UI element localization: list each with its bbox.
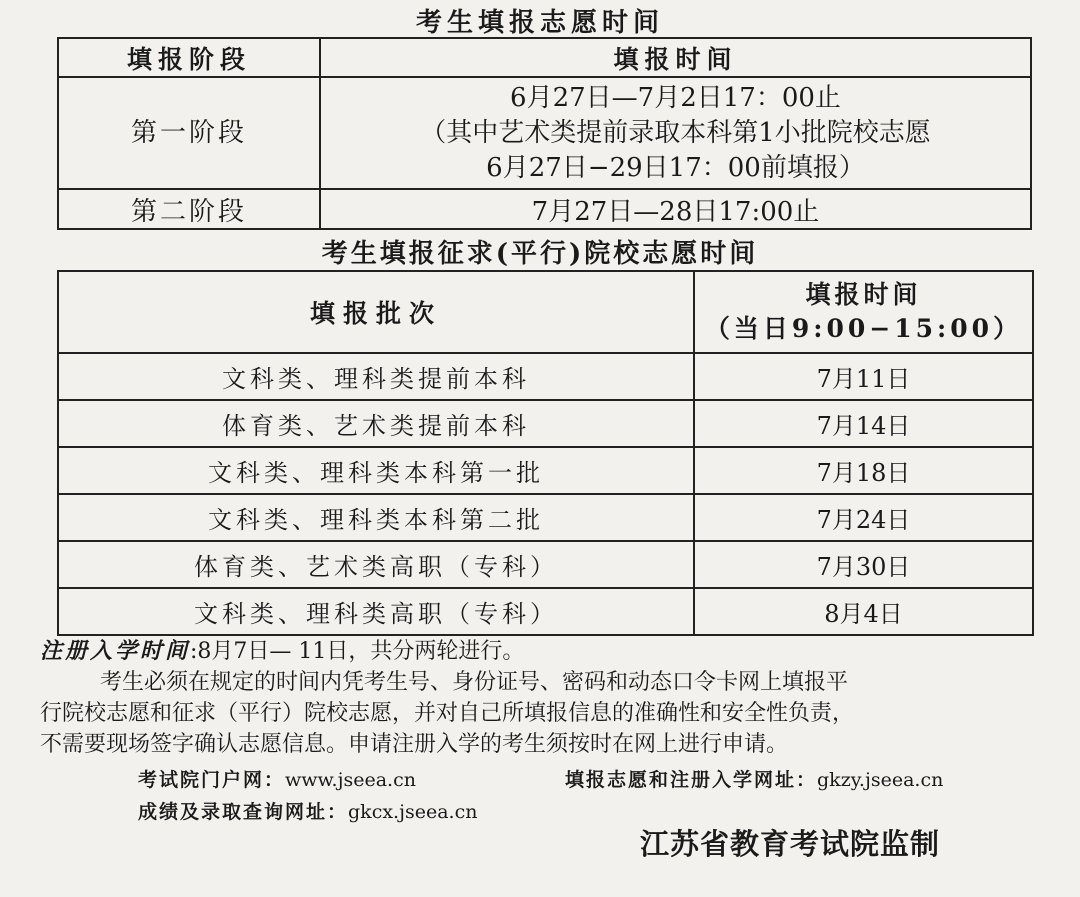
apply-label: 填报志愿和注册入学网址： [565,769,818,791]
portal-url[interactable]: www.jseea.cn [285,769,416,791]
table-header-row [58,38,1031,77]
table-header-row [58,271,1033,353]
batch-cell: 文科类、理科类本科第二批 [58,494,694,541]
header-time-sub: （当日9:00−15:00） [704,314,1023,343]
notice-line-2: 行院校志愿和征求（平行）院校志愿，并对自己所填报信息的准确性和安全性负责， [40,701,855,726]
table-row [58,588,1033,635]
stage1-time-line3: 6月27日−29日17：00前填报） [486,152,865,183]
apply-url[interactable]: gkzy.jseea.cn [817,769,944,791]
apply-link [565,765,943,792]
stage1-time-line2: （其中艺术类提前录取本科第1小批院校志愿 [420,117,931,148]
header-time: 填报时间 [805,280,922,309]
stage2-label: 第二阶段 [58,189,320,229]
stage1-label: 第一阶段 [58,77,320,189]
table-row [58,77,1031,189]
header-time-cell [694,271,1033,353]
supplementary-filing-title: 考生填报征求(平行)院校志愿时间 [321,239,759,269]
notice-line-1: 考生必须在规定的时间内凭考生号、身份证号、密码和动态口令卡网上填报平 [100,670,849,695]
portal-label: 考试院门户网： [138,769,286,791]
date-cell: 7月24日 [694,494,1033,541]
table-row [58,400,1033,447]
table-row [58,353,1033,400]
table-row [58,494,1033,541]
date-cell: 7月14日 [694,400,1033,447]
score-link [138,797,477,824]
date-cell: 7月11日 [694,353,1033,400]
notice-line-3: 不需要现场签字确认志愿信息。申请注册入学的考生须按时在网上进行申请。 [40,732,789,757]
registration-line [40,636,1050,667]
batch-cell: 体育类、艺术类高职（专科） [58,541,694,588]
header-batch: 填报批次 [58,271,694,353]
stage1-time [320,77,1031,189]
date-cell: 8月4日 [694,588,1033,635]
date-cell: 7月18日 [694,447,1033,494]
filing-stage-table [57,37,1032,230]
date-cell: 7月30日 [694,541,1033,588]
score-url[interactable]: gkcx.jseea.cn [348,801,478,823]
stage2-time: 7月27日—28日17:00止 [320,189,1031,229]
supplementary-batch-table [57,270,1034,636]
batch-cell: 体育类、艺术类提前本科 [58,400,694,447]
table-row [58,189,1031,229]
volunteer-filing-title: 考生填报志愿时间 [415,8,664,38]
portal-link [138,765,416,792]
registration-text: :8月7日— 11日，共分两轮进行。 [190,639,525,664]
stage1-time-line1: 6月27日—7月2日17：00止 [510,82,841,113]
table-row [58,541,1033,588]
notes-section [40,636,1050,760]
batch-cell: 文科类、理科类本科第一批 [58,447,694,494]
header-stage: 填报阶段 [58,38,320,77]
batch-cell: 文科类、理科类高职（专科） [58,588,694,635]
registration-label: 注册入学时间 [40,638,191,664]
batch-cell: 文科类、理科类提前本科 [58,353,694,400]
score-label: 成绩及录取查询网址： [138,801,349,823]
issuer-signature: 江苏省教育考试院监制 [640,827,941,861]
header-time: 填报时间 [320,38,1031,77]
table-row [58,447,1033,494]
